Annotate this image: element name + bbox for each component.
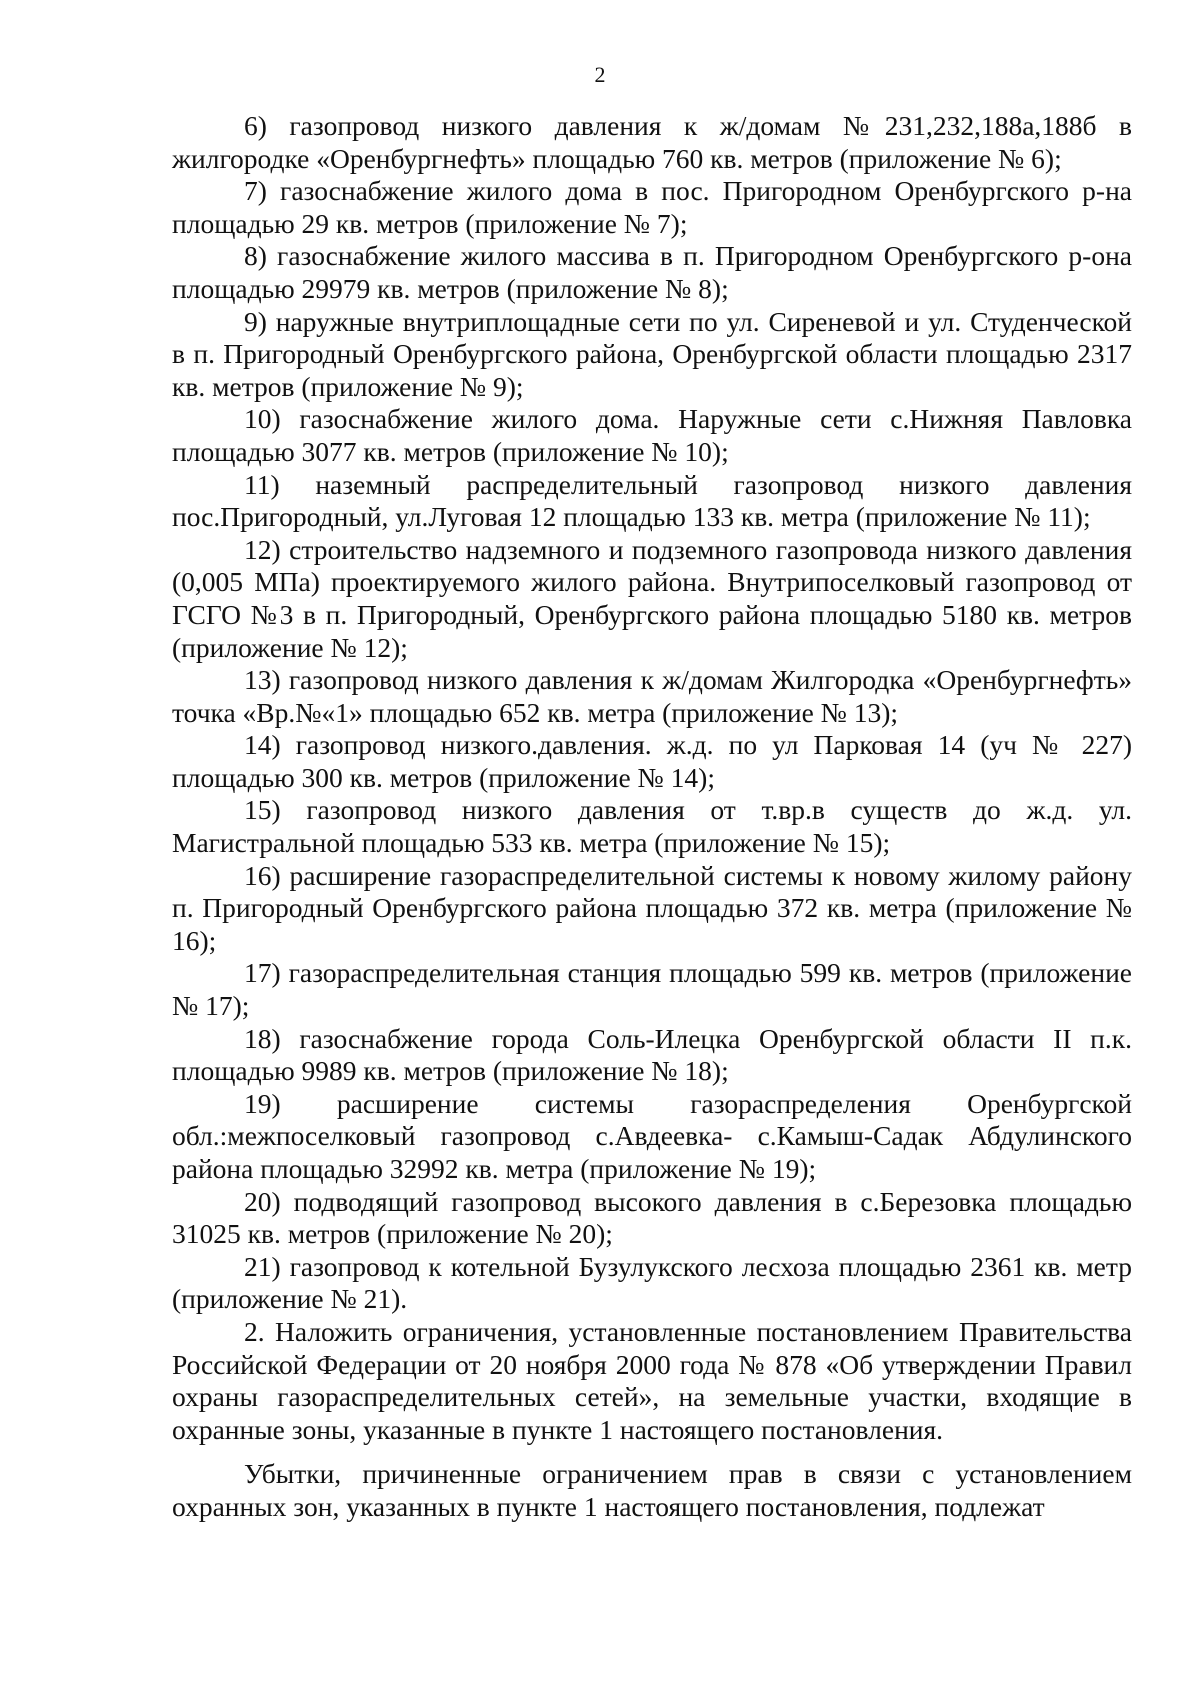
list-item-11: 11) наземный распределительный газопровод низкого давления пос.Пригородный, ул.Луговая 12 площадью 133 кв. метра (приложение № 11); bbox=[172, 468, 1132, 533]
list-item-14: 14) газопровод низкого.давления. ж.д. по ул Парковая 14 (уч № 227) площадью 300 кв. метров (приложение № 14); bbox=[172, 729, 1132, 793]
document-body bbox=[172, 110, 1132, 1524]
list-item-7: 7) газоснабжение жилого дома в пос. Пригородном Оренбургского р-на площадью 29 кв. метров (приложение № 7); bbox=[172, 175, 1132, 239]
list-item-13: 13) газопровод низкого давления к ж/домам Жилгородка «Оренбургнефть» точка «Вр.№«1» площадью 652 кв. метра (приложение № 13); bbox=[172, 664, 1132, 728]
clause-2: 2. Наложить ограничения, установленные постановлением Правительства Российской Федерации от 20 ноября 2000 года № 878 «Об утверждении Правил охраны газораспределительных сетей», на земельные участки, входящие в охранные зоны, указанные в пункте 1 настоящего постановления. bbox=[172, 1315, 1132, 1445]
list-item-6: 6) газопровод низкого давления к ж/домам №231,232,188а,188б в жилгородке «Оренбургнефть» площадью 760 кв. метров (приложение № 6); bbox=[172, 110, 1132, 174]
list-item-20: 20) подводящий газопровод высокого давления в с.Березовка площадью 31025 кв. метров (приложение № 20); bbox=[172, 1185, 1132, 1250]
list-item-15: 15) газопровод низкого давления от т.вр.в существ до ж.д. ул. Магистральной площадью 533 кв. метра (приложение № 15); bbox=[172, 794, 1132, 859]
list-item-16: 16) расширение газораспределительной системы к новому жилому району п. Пригородный Оренбургского района площадью 372 кв. метра (приложение № 16); bbox=[172, 859, 1132, 956]
list-item-21: 21) газопровод к котельной Бузулукского лесхоза площадью 2361 кв. метр (приложение № 21). bbox=[172, 1250, 1132, 1315]
list-item-9: 9) наружные внутриплощадные сети по ул. Сиреневой и ул. Студенческой в п. Пригородный Оренбургского района, Оренбургской области площадью 2317 кв. метров (приложение № 9); bbox=[172, 305, 1132, 402]
list-item-17: 17) газораспределительная станция площадью 599 кв. метров (приложение № 17); bbox=[172, 957, 1132, 1022]
losses-paragraph: Убытки, причиненные ограничением прав в связи с установлением охранных зон, указанных в пункте 1 настоящего постановления, подлежат bbox=[172, 1458, 1132, 1522]
list-item-12: 12) строительство надземного и подземного газопровода низкого давления (0,005 МПа) проектируемого жилого района. Внутрипоселковый газопровод от ГСГО №3 в п. Пригородный, Оренбургского района площадью 5180 кв. метров (приложение № 12); bbox=[172, 533, 1132, 663]
list-item-18: 18) газоснабжение города Соль-Илецка Оренбургской области II п.к. площадью 9989 кв. метров (приложение № 18); bbox=[172, 1022, 1132, 1087]
list-item-19: 19) расширение системы газораспределения Оренбургской обл.:межпоселковый газопровод с.Авдеевка- с.Камыш-Садак Абдулинского района площадью 32992 кв. метра (приложение № 19); bbox=[172, 1087, 1132, 1184]
list-item-10: 10) газоснабжение жилого дома. Наружные сети с.Нижняя Павловка площадью 3077 кв. метров (приложение № 10); bbox=[172, 403, 1132, 467]
page-number: 2 bbox=[594, 62, 606, 87]
list-item-8: 8) газоснабжение жилого массива в п. Пригородном Оренбургского р-она площадью 29979 кв. метров (приложение № 8); bbox=[172, 240, 1132, 304]
